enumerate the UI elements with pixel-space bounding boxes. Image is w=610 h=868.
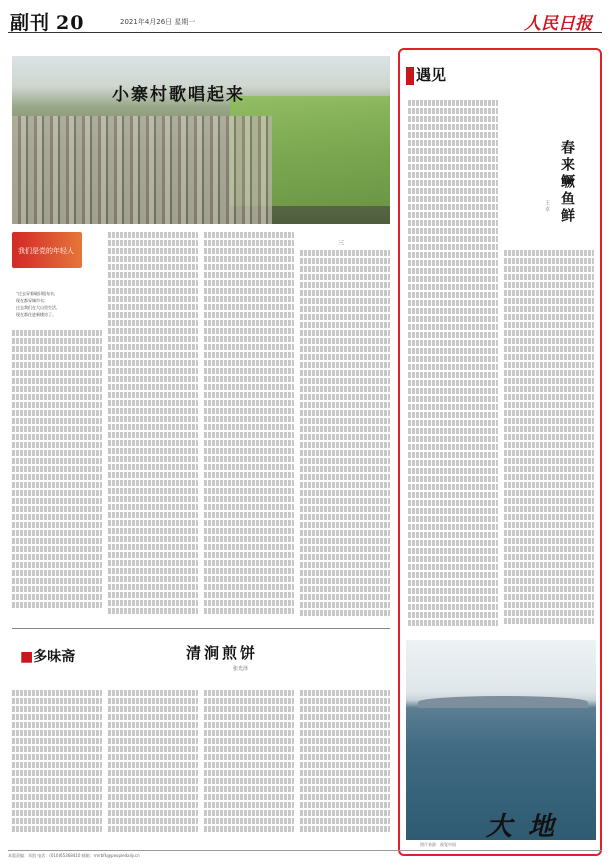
- section-name: 副刊: [10, 12, 51, 34]
- column-logo-yujian: [406, 64, 446, 85]
- issue-date: 2021年4月26日 星期一: [120, 18, 196, 26]
- body-text-column: [300, 690, 390, 840]
- article-title: 清涧煎饼: [186, 644, 259, 662]
- body-text-column: [12, 330, 102, 620]
- article-author: 张光泽: [233, 666, 249, 672]
- poem-line: 现在都住进新楼房了。: [16, 312, 56, 317]
- masthead-logo: 人民日报: [524, 14, 592, 34]
- section-divider: [12, 628, 390, 629]
- distant-hills: [418, 696, 588, 708]
- feature-author: 王 卓: [544, 200, 550, 212]
- dadi-logo: 大地: [486, 812, 571, 842]
- body-text-column: [408, 100, 498, 630]
- article-title: 小寨村歌唱起来: [112, 85, 245, 105]
- body-text-column: [12, 690, 102, 840]
- body-text-column: [108, 690, 198, 840]
- youth-badge: [12, 232, 82, 268]
- poem-line: “过去穿着破旧粗布衣，: [16, 291, 59, 296]
- body-text-column: [504, 250, 594, 630]
- badge-text: 我们是党的年轻人: [18, 247, 74, 255]
- column-mark-icon: ■: [20, 649, 34, 665]
- body-text-column: [204, 232, 294, 620]
- section-title: [10, 8, 84, 35]
- page-footer: 本版责编：邓凯 电话：(010)65368410 邮箱：rmrbfk@peopledaily.cn: [8, 850, 602, 859]
- column-mark-icon: [406, 67, 414, 85]
- poem-line: 过去我们在大山里生活，: [16, 305, 60, 310]
- column-label: 遇见: [416, 66, 447, 84]
- opening-poem: [16, 290, 60, 318]
- column-label: 多味斋: [33, 649, 76, 665]
- village-houses: [12, 116, 272, 224]
- poem-line: 现在都穿城市衣；: [16, 298, 48, 303]
- section-number: 三: [338, 240, 345, 247]
- page-header: [8, 6, 602, 33]
- body-text-column: [300, 250, 390, 620]
- photo-caption: 图片来源：视觉中国: [420, 842, 456, 847]
- feature-title: 春来鳜鱼鲜: [559, 140, 575, 225]
- body-text-column: [108, 232, 198, 620]
- village-photo: [12, 56, 390, 224]
- body-text-column: [204, 690, 294, 840]
- page-number: 20: [56, 12, 85, 34]
- column-logo-duoweizhai: [20, 646, 75, 666]
